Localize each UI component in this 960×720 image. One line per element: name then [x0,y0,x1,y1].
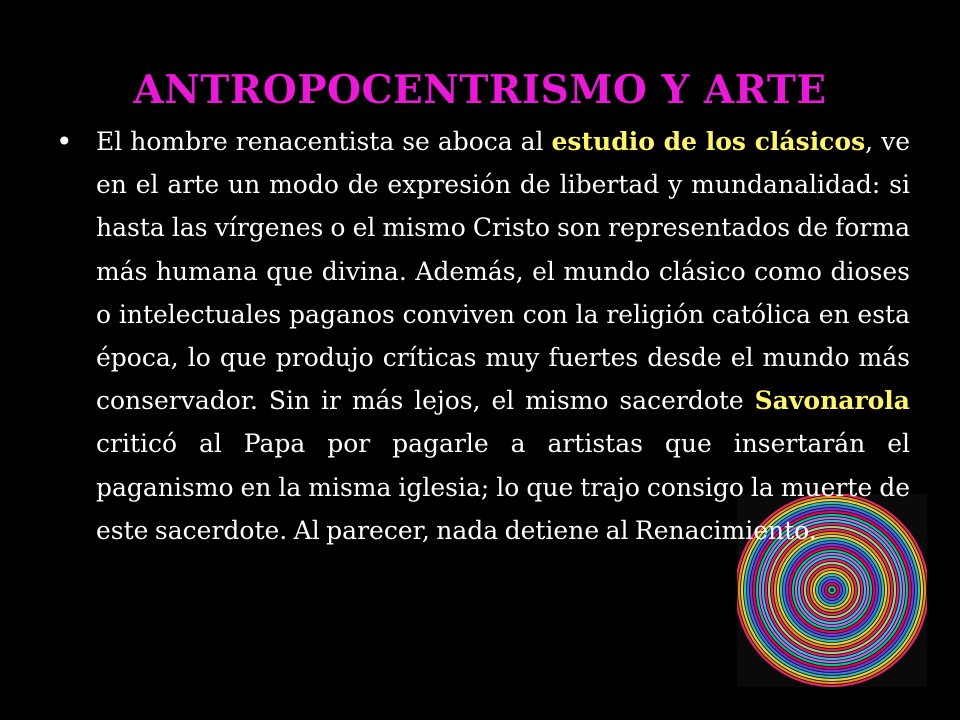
bullet-paragraph [96,120,910,552]
bullet-item [56,120,910,552]
paragraph-text: criticó al Papa por pagarle a artistas que insertarán el paganismo en la misma iglesia; lo que trajo consigo la muerte de este sacerdote. Al parecer, nada detiene al Renacimiento. [96,429,910,545]
paragraph-text: El hombre renacentista se aboca al [96,127,552,156]
paragraph-text: , ve en el arte un modo de expresión de libertad y mundanalidad: si hasta las vírgenes o el mismo Cristo son representados de forma más humana que divina. Además, el mundo clásico como dioses o intelectuales paganos conviven con la religión católica en esta época, lo que produjo críticas muy fuertes desde el mundo más conservador. Sin ir más lejos, el mismo sacerdote [96,127,911,416]
slide-body [56,120,910,552]
slide-title: ANTROPOCENTRISMO Y ARTE [133,67,827,113]
emphasis-text: Savonarola [754,386,910,416]
bullet-point: • [56,125,73,158]
emphasis-text: estudio de los clásicos [551,127,866,156]
